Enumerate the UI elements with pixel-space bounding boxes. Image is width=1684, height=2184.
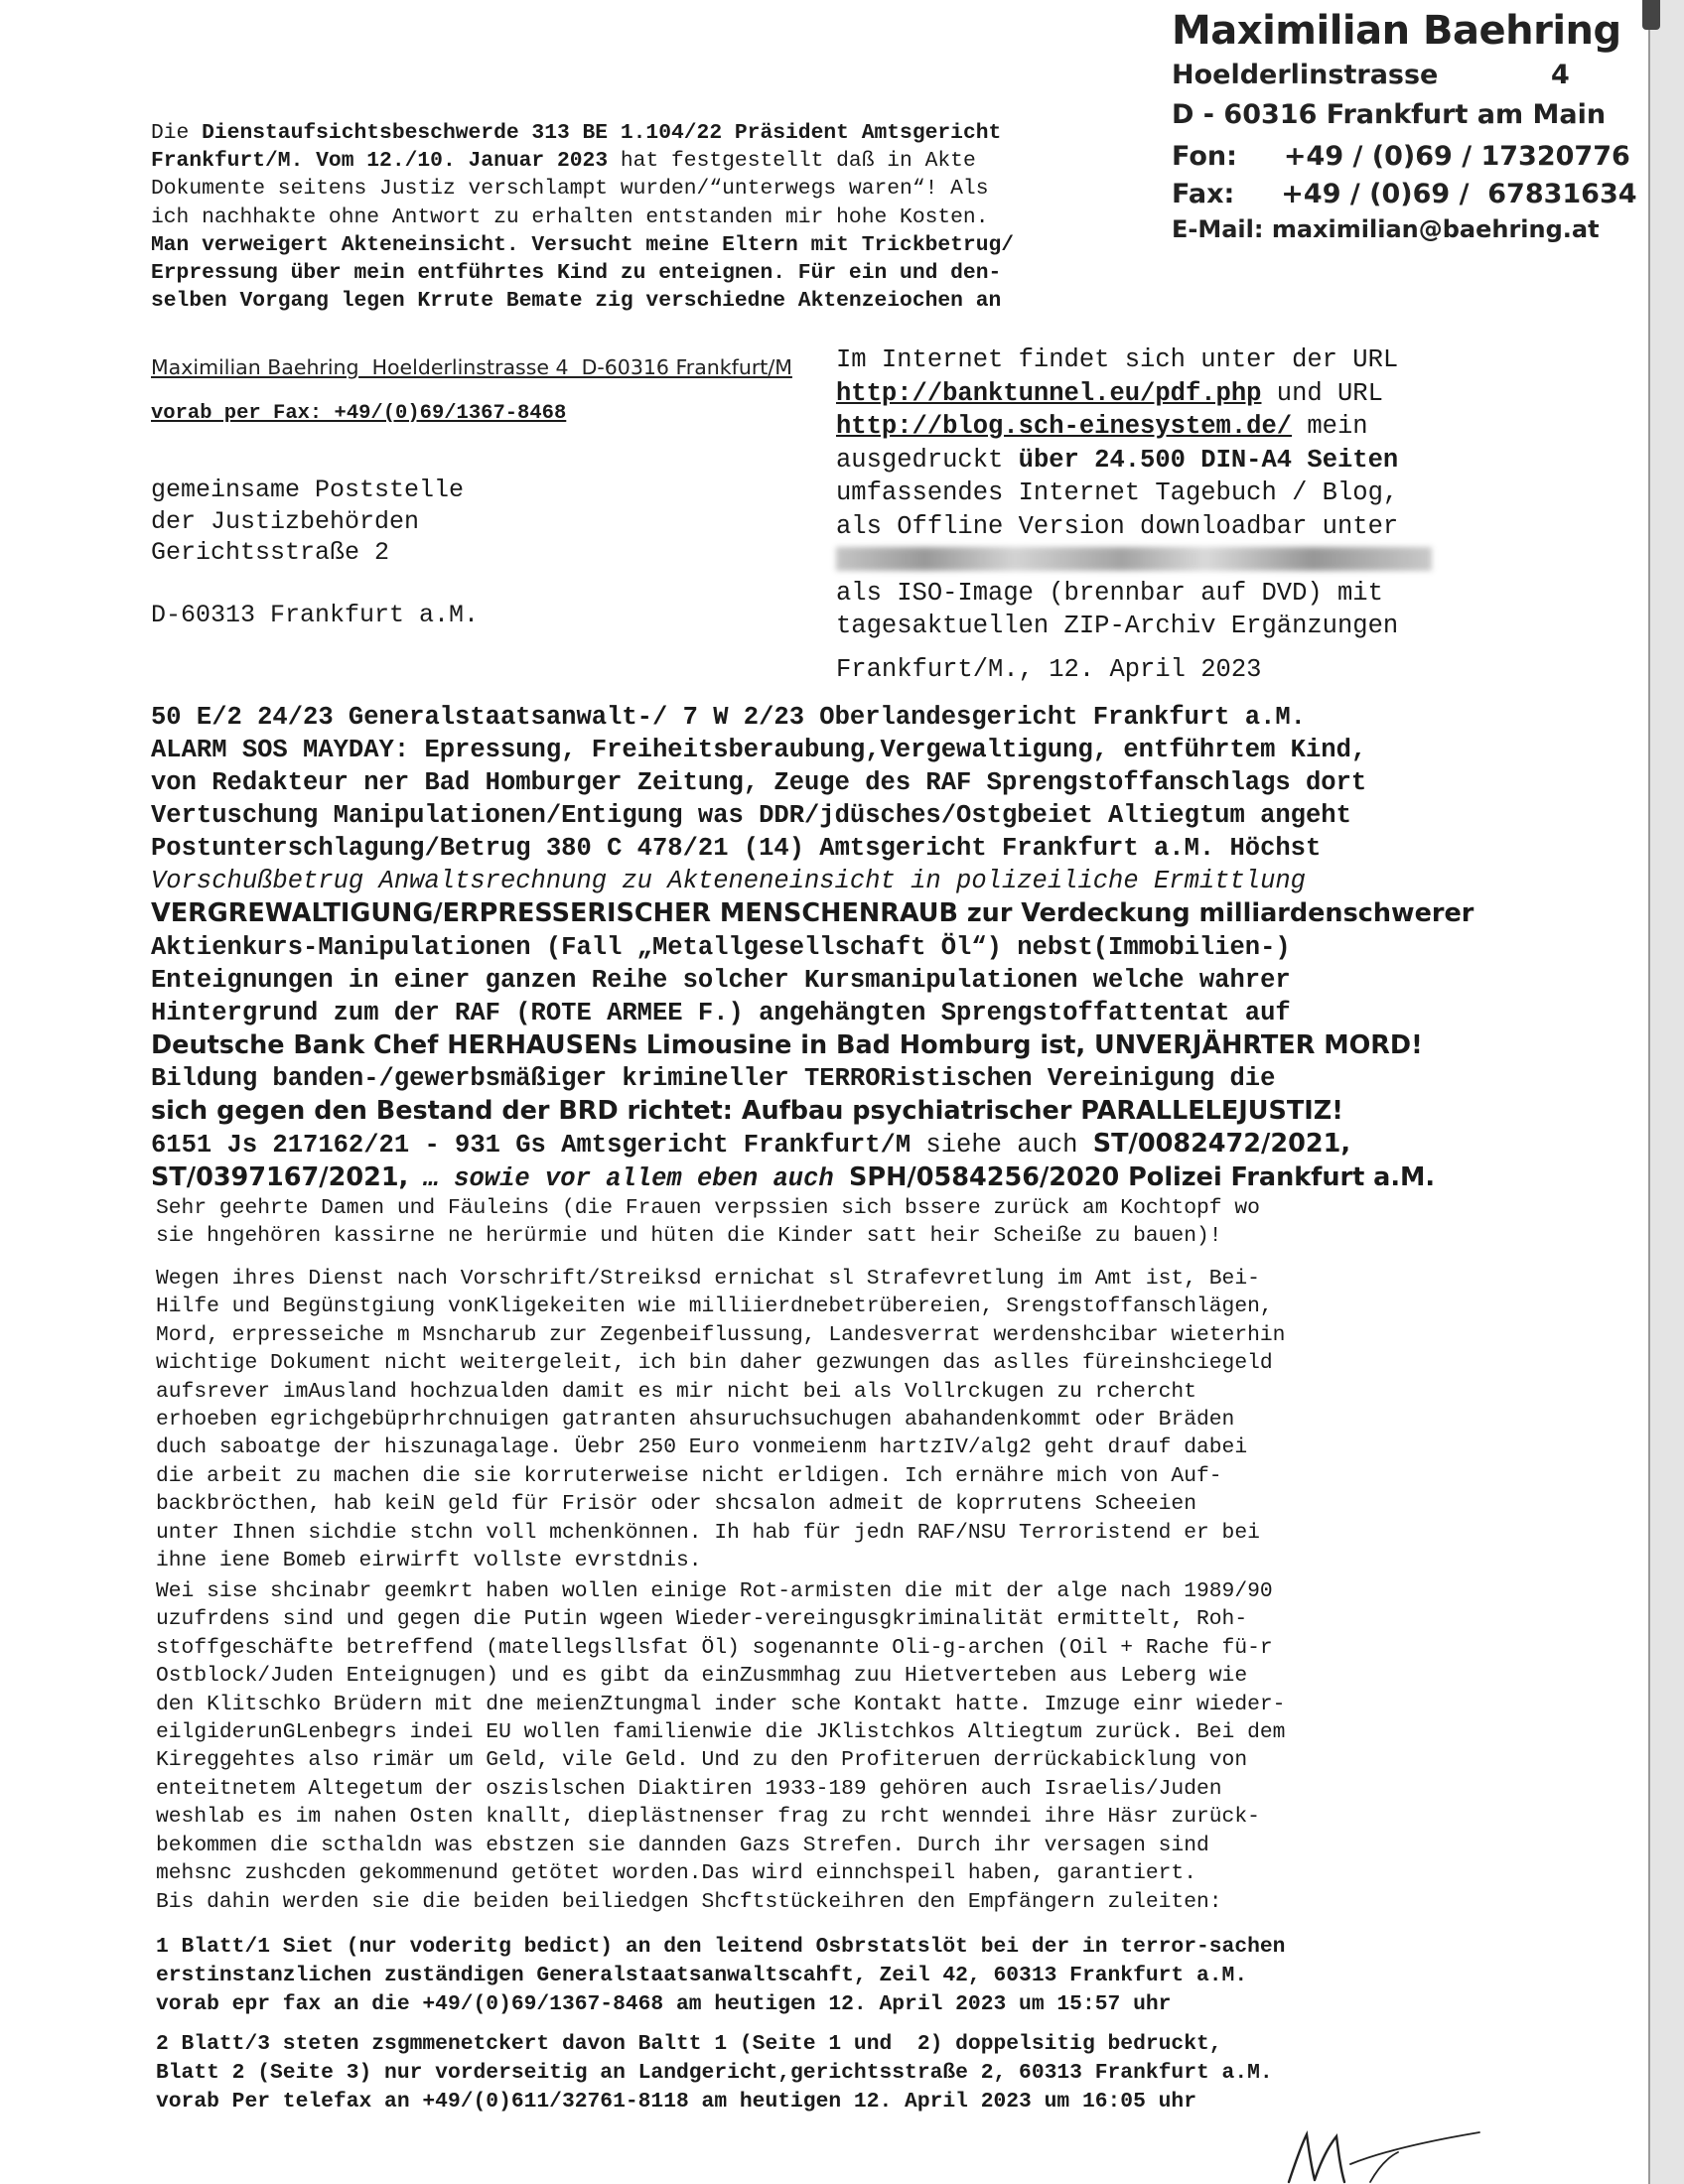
body-line: backbröcthen, hab keiN geld für Frisör oder shcsalon admeit de koprrutens Scheeien <box>156 1492 1196 1517</box>
letterhead-city: D - 60316 Frankfurt am Main <box>1172 99 1607 130</box>
body-paragraph-3 <box>156 1577 1285 1887</box>
letterhead-house-number: 4 <box>1551 60 1570 90</box>
subject-line: Postunterschlagung/Betrug 380 C 478/21 (14) Amtsgericht Frankfurt a.M. Höchst <box>151 834 1322 863</box>
subject-line: Deutsche Bank Chef HERHAUSENs Limousine in Bad Homburg ist, UNVERJÄHRTER MORD! <box>151 1030 1423 1060</box>
body-line: Wegen ihres Dienst nach Vorschrift/Streiksd ernichat sl Strafevretlung im Amt ist, Bei- <box>156 1267 1260 1291</box>
intro-line: Erpressung über mein entführtes Kind zu enteignen. Für ein und den- <box>151 261 1002 286</box>
body-line: Hilfe und Begünstgiung vonKligekeiten wie milliierdnebetrübereien, Srengstoffanschlägen, <box>156 1295 1273 1319</box>
vorab-fax-line: vorab per Fax: +49/(0)69/1367-8468 <box>151 402 567 425</box>
subject-line: von Redakteur ner Bad Homburger Zeitung, Zeuge des RAF Sprengstoffanschlags dort <box>151 768 1367 797</box>
intro-line: selben Vorgang legen Krrute Bemate zig verschiedne Aktenzeiochen an <box>151 289 1002 314</box>
body-line: duch saboatge der hiszunagalage. Üebr 250 Euro vonmeienm hartzIV/alg2 geht drauf dabei <box>156 1435 1248 1460</box>
body-line: den Klitschko Brüdern mit dne meienZtungmal inder sche Kontakt hatte. Imzuge einr wieder- <box>156 1692 1286 1716</box>
subject-line: Vorschußbetrug Anwaltsrechnung zu Akteneneinsicht in polizeiliche Ermittlung <box>151 867 1306 895</box>
body-line: Kireggehtes also rimär um Geld, vile Geld. Und zu den Profiteruen derrückabicklung von <box>156 1748 1248 1773</box>
body-line: 1 Blatt/1 Siet (nur voderitg bedict) an den leitend Osbrstatslöt bei der in terror-sachen <box>156 1935 1286 1959</box>
body-line: enteitnetem Altegetum der oszislschen Diaktiren 1933-189 gehören auch Israelis/Juden <box>156 1776 1222 1801</box>
subject-line: sich gegen den Bestand der BRD richtet: Aufbau psychiatrischer PARALLELEJUSTIZ! <box>151 1096 1343 1126</box>
handwritten-signature <box>1281 2124 1509 2184</box>
recipient-city: D-60313 Frankfurt a.M. <box>151 601 480 629</box>
url-link-blog[interactable]: http://blog.sch-einesystem.de/ <box>836 412 1293 441</box>
internet-info-block <box>836 343 1432 643</box>
letterhead-street: Hoelderlinstrasse <box>1172 60 1439 90</box>
info-line: ausgedruckt über 24.500 DIN-A4 Seiten <box>836 445 1399 475</box>
body-line: Wei sise shcinabr geemkrt haben wollen einige Rot-armisten die mit der alge nach 1989/90 <box>156 1579 1273 1603</box>
body-line: bekommen die scthaldn was ebstzen sie dannden Gazs Strefen. Durch ihr versagen sind <box>156 1833 1209 1857</box>
body-line: 2 Blatt/3 steten zsgmmenetckert davon Baltt 1 (Seite 1 und 2) doppelsitig bedruckt, <box>156 2032 1222 2056</box>
body-paragraph-2 <box>156 1265 1285 1574</box>
body-line: Mord, erpresseiche m Msncharub zur Zegenbeiflussung, Landesverrat werdenshcibar wieterhin <box>156 1322 1286 1347</box>
info-line: als ISO-Image (brennbar auf DVD) mit <box>836 578 1383 608</box>
url-link-banktunnel[interactable]: http://banktunnel.eu/pdf.php <box>836 378 1262 408</box>
info-line: http://blog.sch-einesystem.de/ mein <box>836 412 1368 441</box>
body-line: unter Ihnen sichdie stchn voll mchenkönnen. Ih hab für jedn RAF/NSU Terroristend er bei <box>156 1520 1260 1545</box>
letterhead-email: E-Mail: maximilian@baehring.at <box>1172 215 1600 243</box>
letterhead-fax: Fax: +49 / (0)69 / 67831634 <box>1172 179 1637 209</box>
body-line: vorab Per telefax an +49/(0)611/32761-8118 am heutigen 12. April 2023 um 16:05 uhr <box>156 2090 1196 2114</box>
body-line: weshlab es im nahen Osten knallt, dieplästnenser frag zu rcht wenndei ihre Häsr zurück- <box>156 1805 1260 1830</box>
intro-line: Man verweigert Akteneinsicht. Versucht meine Eltern mit Trickbetrug/ <box>151 232 1015 257</box>
subject-line: Hintergrund zum der RAF (ROTE ARMEE F.) angehängten Sprengstoffattentat auf <box>151 999 1291 1027</box>
body-line: ihne iene Bomeb eirwirft vollste evrstdnis. <box>156 1549 702 1573</box>
info-line: Im Internet findet sich unter der URL <box>836 345 1399 374</box>
recipient-line: der Justizbehörden <box>151 506 420 536</box>
recipient-line: Gerichtsstraße 2 <box>151 538 390 567</box>
body-line: Ostblock/Juden Enteignugen) und es gibt da einZusmmhag zuu Hietverteben aus Leberg wie <box>156 1664 1248 1689</box>
recipient-line: gemeinsame Poststelle <box>151 476 465 504</box>
body-line: sie hngehören kassirne ne herürmie und hüten die Kinder satt heir Scheiße zu bauen)! <box>156 1224 1222 1249</box>
intro-paragraph <box>151 119 1184 315</box>
recipient-address <box>151 475 464 569</box>
enclosure-item-1 <box>156 1933 1285 2019</box>
binder-clip <box>1642 0 1660 30</box>
subject-line: Aktienkurs-Manipulationen (Fall „Metallgesellschaft Öl“) nebst(Immobilien-) <box>151 933 1291 962</box>
body-line: vorab epr fax an die +49/(0)69/1367-8468 am heutigen 12. April 2023 um 15:57 uhr <box>156 1992 1172 2016</box>
paper-edge <box>1648 0 1684 2184</box>
letterhead-name: Maximilian Baehring <box>1172 8 1621 54</box>
intro-line: Frankfurt/M. Vom 12./10. Januar 2023 hat festgestellt daß in Akte <box>151 149 976 174</box>
body-paragraph-4: Bis dahin werden sie die beiden beiliedgen Shcftstückeihren den Empfängern zuleiten: <box>156 1890 1222 1914</box>
body-line: erstinstanzlichen zuständigen Generalstaatsanwaltscahft, Zeil 42, 60313 Frankfurt a.M. <box>156 1964 1248 1987</box>
body-line: Blatt 2 (Seite 3) nur vorderseitig an Landgericht,gerichtsstraße 2, 60313 Frankfurt a.M. <box>156 2061 1273 2085</box>
subject-line: ST/0397167/2021, … sowie vor allem eben auch SPH/0584256/2020 Polizei Frankfurt a.M. <box>151 1162 1436 1193</box>
sender-line: Maximilian Baehring Hoelderlinstrasse 4 D-60316 Frankfurt/M <box>151 355 792 379</box>
subject-line: Vertuschung Manipulationen/Entigung was DDR/jdüsches/Ostgbeiet Altiegtum angeht <box>151 801 1351 830</box>
info-line: als Offline Version downloadbar unter <box>836 511 1399 541</box>
body-line: uzufrdens sind und gegen die Putin wgeen Wieder-vereingusgkriminalität ermittelt, Roh- <box>156 1607 1248 1632</box>
subject-line: VERGREWALTIGUNG/ERPRESSERISCHER MENSCHENRAUB zur Verdeckung milliardenschwerer <box>151 898 1474 928</box>
subject-line: ALARM SOS MAYDAY: Epressung, Freiheitsberaubung,Vergewaltigung, entführtem Kind, <box>151 736 1367 764</box>
body-line: eilgiderunGLenbegrs indei EU wollen familienwie die JKlistchkos Altiegtum zurück. Bei dem <box>156 1720 1286 1745</box>
subject-line: Enteignungen in einer ganzen Reihe solcher Kursmanipulationen welche wahrer <box>151 966 1291 995</box>
intro-line: ich nachhakte ohne Antwort zu erhalten entstanden mir hohe Kosten. <box>151 205 989 229</box>
body-line: aufsrever imAusland hochzualden damit es mir nicht bei als Vollrckugen zu rchercht <box>156 1379 1196 1404</box>
body-line: stoffgeschäfte betreffend (matellegsllsfat Öl) sogenannte Oli-g-archen (Oil + Rache fü-r <box>156 1635 1273 1660</box>
intro-line: Dokumente seitens Justiz verschlampt wurden/“unterwegs waren“! Als <box>151 177 989 202</box>
letterhead-phone: Fon: +49 / (0)69 / 17320776 <box>1172 141 1630 172</box>
body-line: die arbeit zu machen die sie korruterweise nicht erldigen. Ich ernähre mich von Auf- <box>156 1463 1222 1488</box>
info-line: umfassendes Internet Tagebuch / Blog, <box>836 478 1399 507</box>
info-line: tagesaktuellen ZIP-Archiv Ergänzungen <box>836 612 1399 640</box>
subject-line: 50 E/2 24/23 Generalstaatsanwalt-/ 7 W 2/23 Oberlandesgericht Frankfurt a.M. <box>151 703 1306 732</box>
enclosure-item-2 <box>156 2030 1273 2116</box>
date-line: Frankfurt/M., 12. April 2023 <box>836 655 1262 684</box>
info-line <box>836 543 1432 577</box>
body-line: Sehr geehrte Damen und Fäuleins (die Frauen verpssien sich bssere zurück am Kochtopf wo <box>156 1196 1260 1220</box>
redacted-url <box>836 547 1432 571</box>
subject-line: 6151 Js 217162/21 - 931 Gs Amtsgericht Frankfurt/M siehe auch ST/0082472/2021, <box>151 1129 1351 1160</box>
info-line: http://banktunnel.eu/pdf.php und URL <box>836 378 1383 408</box>
intro-line: Die Dienstaufsichtsbeschwerde 313 BE 1.104/22 Präsident Amtsgericht <box>151 121 1002 145</box>
subject-line: Bildung banden-/gewerbsmäßiger krimineller TERRORistischen Vereinigung die <box>151 1064 1276 1093</box>
salutation-paragraph <box>156 1194 1260 1251</box>
body-line: erhoeben egrichgebüprhrchnuigen gatranten ahsuruchsuchugen abahandenkommt oder Bräden <box>156 1408 1235 1433</box>
body-line: wichtige Dokument nicht weitergeleit, ich bin daher gezwungen das aslles füreinshciegeld <box>156 1351 1273 1376</box>
subject-block <box>151 701 1541 1195</box>
body-line: mehsnc zushcden gekommenund getötet worden.Das wird einnchspeil haben, garantiert. <box>156 1861 1196 1886</box>
